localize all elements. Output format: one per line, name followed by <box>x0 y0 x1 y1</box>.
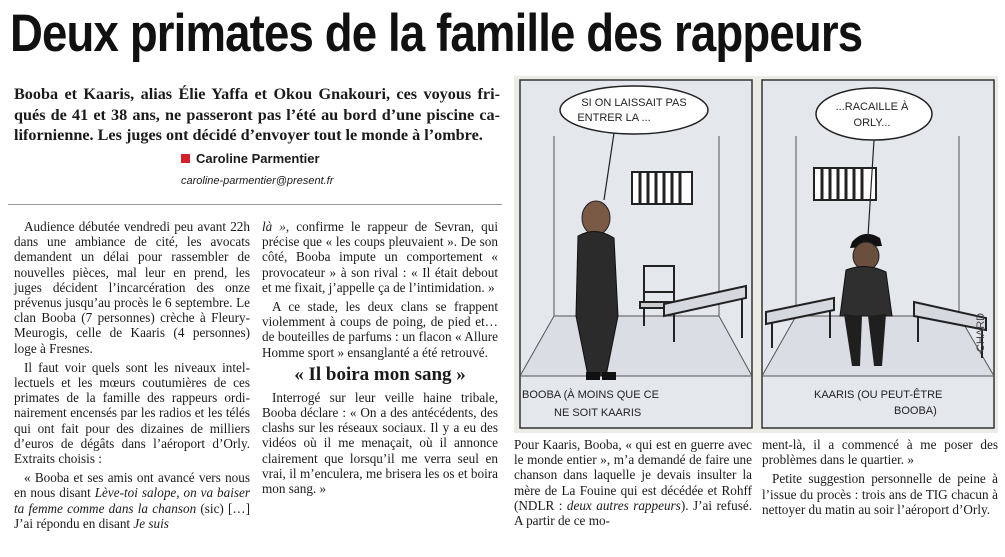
column-1 <box>14 219 250 535</box>
bubble-left-line2: ENTRER LA ... <box>577 112 651 124</box>
quote-italic: Je suis <box>133 515 169 531</box>
caption-right-line1: KAARIS (OU PEUT-ÊTRE <box>814 389 943 401</box>
paragraph: ment-là, il a commencé à me poser des problèmes dans le quartier. » <box>762 437 998 468</box>
paragraph <box>262 219 498 295</box>
column-4 <box>762 437 998 521</box>
caption-left-line2: NE SOIT KAARIS <box>554 407 642 419</box>
column-3 <box>514 437 752 532</box>
quote-italic: là » <box>262 219 286 234</box>
subheading: « Il boira mon sang » <box>294 363 466 385</box>
quote-italic: deux autres rappeurs <box>566 497 681 513</box>
lead-paragraph: Booba et Kaaris, alias Élie Yaffa et Okou Gnakouri, ces voyous friqués de 41 et 38 ans, ne passeront pas l’été au bord d’une piscine californienne. Les juges ont décidé d’envoyer tout le monde à l’ombre. <box>14 85 500 144</box>
bubble-left-line1: SI ON LAISSAIT PAS <box>581 97 687 109</box>
column-2 <box>262 219 498 500</box>
window-right-icon <box>814 168 876 200</box>
paragraph: Il faut voir quels sont les niveaux intellectuels et les mœurs coutumières de ces primates de la famille des rappeurs ordinairement encensés par les radios et les télés qui ont fait pour des dizaines de milliers d’euros de dégâts dans l’aéroport d’Orly. Extraits choisis : <box>14 359 250 467</box>
byline <box>181 151 320 166</box>
paragraph: Interrogé sur leur veille haine tribale, Booba déclare : « On a des antécédents, des clashs sur les réseaux sociaux. Il y a eu des vidéos où il me menaçait, où il annonce clairement que lorsqu’il me verra seul en vrai, il m’enculera, me brisera les os et boira mon sang. » <box>262 389 498 497</box>
cartoon-signature: CHARD <box>975 312 987 352</box>
paragraph: A ce stade, les deux clans se frappent violemment à coups de poing, de pied et… de bouteilles de parfums : un flacon « Allure Homme sport » ensanglanté a été retrouvé. <box>262 299 498 360</box>
author-name: Caroline Parmentier <box>196 151 320 166</box>
quote-italic: Lève-toi salope, on va baiser ta femme comme dans la chanson <box>14 485 250 516</box>
caption-left-line1: BOOBA (À MOINS QUE CE <box>522 389 659 401</box>
paragraph <box>14 470 250 531</box>
paragraph: Audience débutée vendredi peu avant 22h dans une ambiance de cité, les avocats demandent un délai pour rassembler de nouvelles pièces, mal leur en prend, les juges décident l’incarcération des onze prévenus jusqu’au procès le 6 septembre. Le clan Booba (7 personnes) crèche à Fleury-Meurogis, celle de Kaaris (4 personnes) loge à Fresnes. <box>14 219 250 356</box>
caption-right-line2: BOOBA) <box>894 405 937 417</box>
text-span: ). J’ai refusé. A partir de ce mo- <box>514 497 752 529</box>
text-span: « Booba et ses amis ont avancé vers nous en nous disant <box>14 470 250 501</box>
cartoon-illustration <box>514 76 998 433</box>
window-left-icon <box>632 172 692 204</box>
bubble-right-line1: ...RACAILLE À <box>835 101 909 113</box>
paragraph: Petite suggestion personnelle de peine à l’issue du procès : trois ans de TIG chacun à nettoyer du matin au soir l’aéroport d’Orly. <box>762 471 998 517</box>
text-span: Pour Kaaris, Booba, « qui est en guerre avec le monde entier », m’a demandé de faire une chanson dans laquelle je devais insulter la mère de La Fouine qui est décédée et Rohff (NDLR : <box>514 437 752 513</box>
author-email: caroline-parmentier@present.fr <box>181 175 334 187</box>
bubble-right-line2: ORLY... <box>853 117 891 129</box>
paragraph <box>514 437 752 528</box>
divider <box>8 204 502 205</box>
byline-square-icon <box>181 154 190 163</box>
headline: Deux primates de la famille des rappeurs <box>10 4 863 63</box>
text-span: , confirme le rappeur de Sevran, qui précise que « les coups pleuvaient ». De son côté, Booba impute un comportement « provocateur » à son rival : « Il était debout et me fixait, j’appelle ça de l’intimidation. » <box>262 219 498 295</box>
text-span: (sic) […] J’ai répondu en disant <box>14 500 251 531</box>
